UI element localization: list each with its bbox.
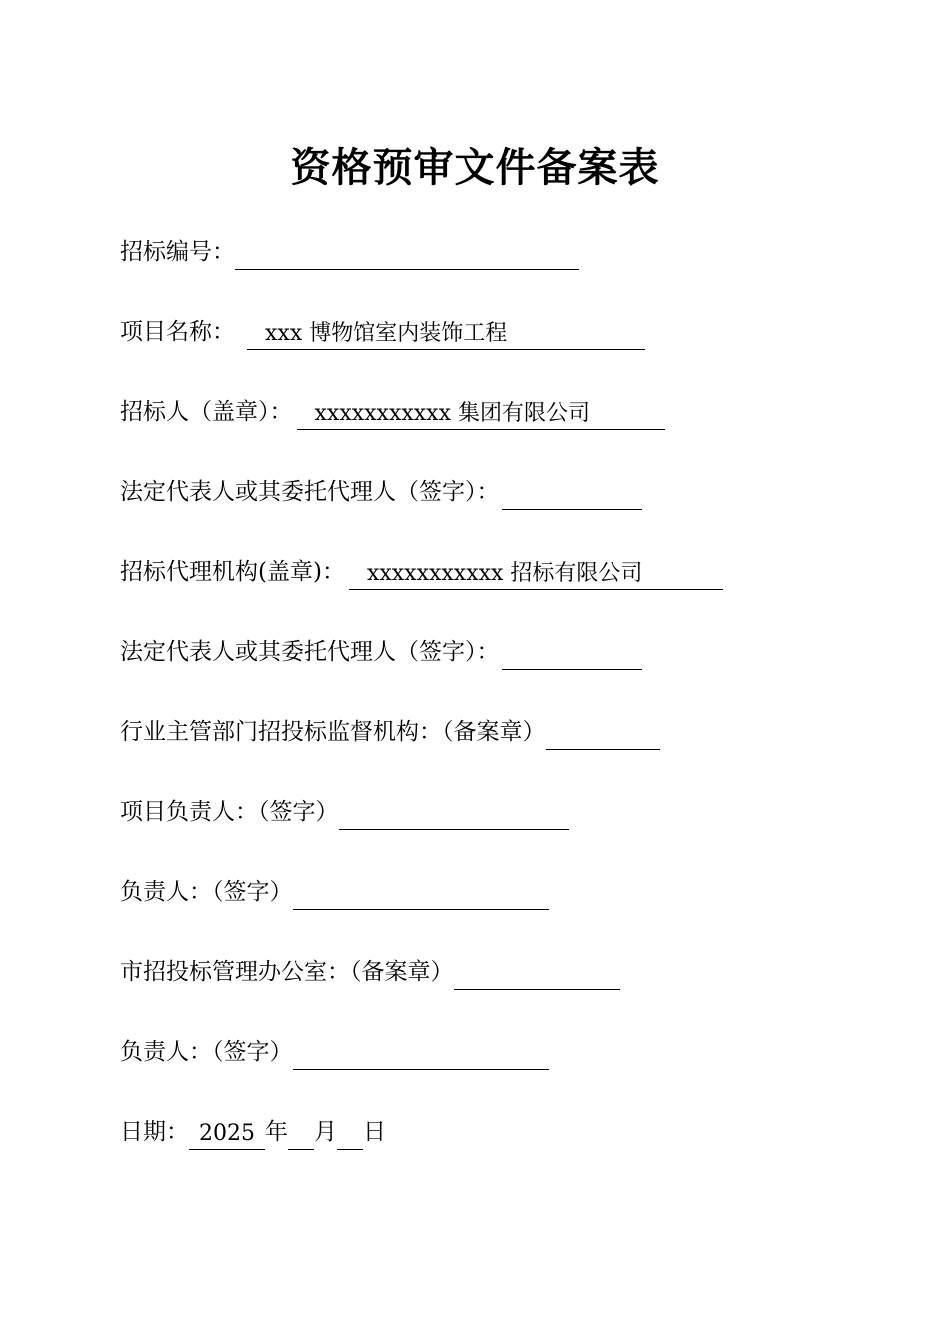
field-date [120, 1114, 386, 1150]
date-year-blank[interactable]: 2025 [189, 1119, 265, 1150]
field-label: 招标人（盖章）： [120, 399, 293, 425]
field-responsible-1 [120, 874, 549, 910]
field-label: 法定代表人或其委托代理人（签字）： [120, 639, 500, 665]
date-day-blank[interactable] [337, 1119, 363, 1150]
month-unit: 月 [314, 1119, 337, 1145]
tenderer-blank[interactable]: xxxxxxxxxxx 集团有限公司 [297, 399, 665, 430]
field-label: 项目名称： [120, 319, 235, 345]
field-legal-rep-1 [120, 474, 642, 510]
field-label: 招标代理机构(盖章)： [120, 559, 345, 585]
legal-rep-1-signature-blank[interactable] [502, 479, 642, 510]
field-label: 市招投标管理办公室：（备案章） [120, 959, 454, 985]
legal-rep-2-signature-blank[interactable] [502, 639, 642, 670]
field-tenderer [120, 394, 665, 430]
agency-blank[interactable]: xxxxxxxxxxx 招标有限公司 [349, 559, 723, 590]
field-legal-rep-2 [120, 634, 642, 670]
field-label: 行业主管部门招投标监督机构：（备案章） [120, 719, 546, 745]
responsible-2-signature-blank[interactable] [293, 1039, 549, 1070]
field-project-leader [120, 794, 569, 830]
project-leader-signature-blank[interactable] [339, 799, 569, 830]
field-label: 负责人：（签字） [120, 1039, 293, 1065]
date-label: 日期： [120, 1119, 189, 1145]
field-label: 法定代表人或其委托代理人（签字）： [120, 479, 500, 505]
field-city-office [120, 954, 620, 990]
field-agency [120, 554, 723, 590]
day-unit: 日 [363, 1119, 386, 1145]
field-label: 招标编号： [120, 239, 235, 265]
project-name-blank[interactable]: xxx 博物馆室内装饰工程 [247, 319, 645, 350]
field-label: 负责人：（签字） [120, 879, 293, 905]
field-project-name [120, 314, 645, 350]
field-responsible-2 [120, 1034, 549, 1070]
supervision-stamp-blank[interactable] [546, 719, 660, 750]
year-unit: 年 [265, 1119, 288, 1145]
field-bid-number [120, 234, 579, 270]
field-label: 项目负责人：（签字） [120, 799, 339, 825]
document-title: 资格预审文件备案表 [290, 144, 660, 191]
date-month-blank[interactable] [288, 1119, 314, 1150]
responsible-1-signature-blank[interactable] [293, 879, 549, 910]
bid-number-blank[interactable] [235, 239, 579, 270]
field-supervision-agency [120, 714, 660, 750]
city-office-stamp-blank[interactable] [454, 959, 620, 990]
